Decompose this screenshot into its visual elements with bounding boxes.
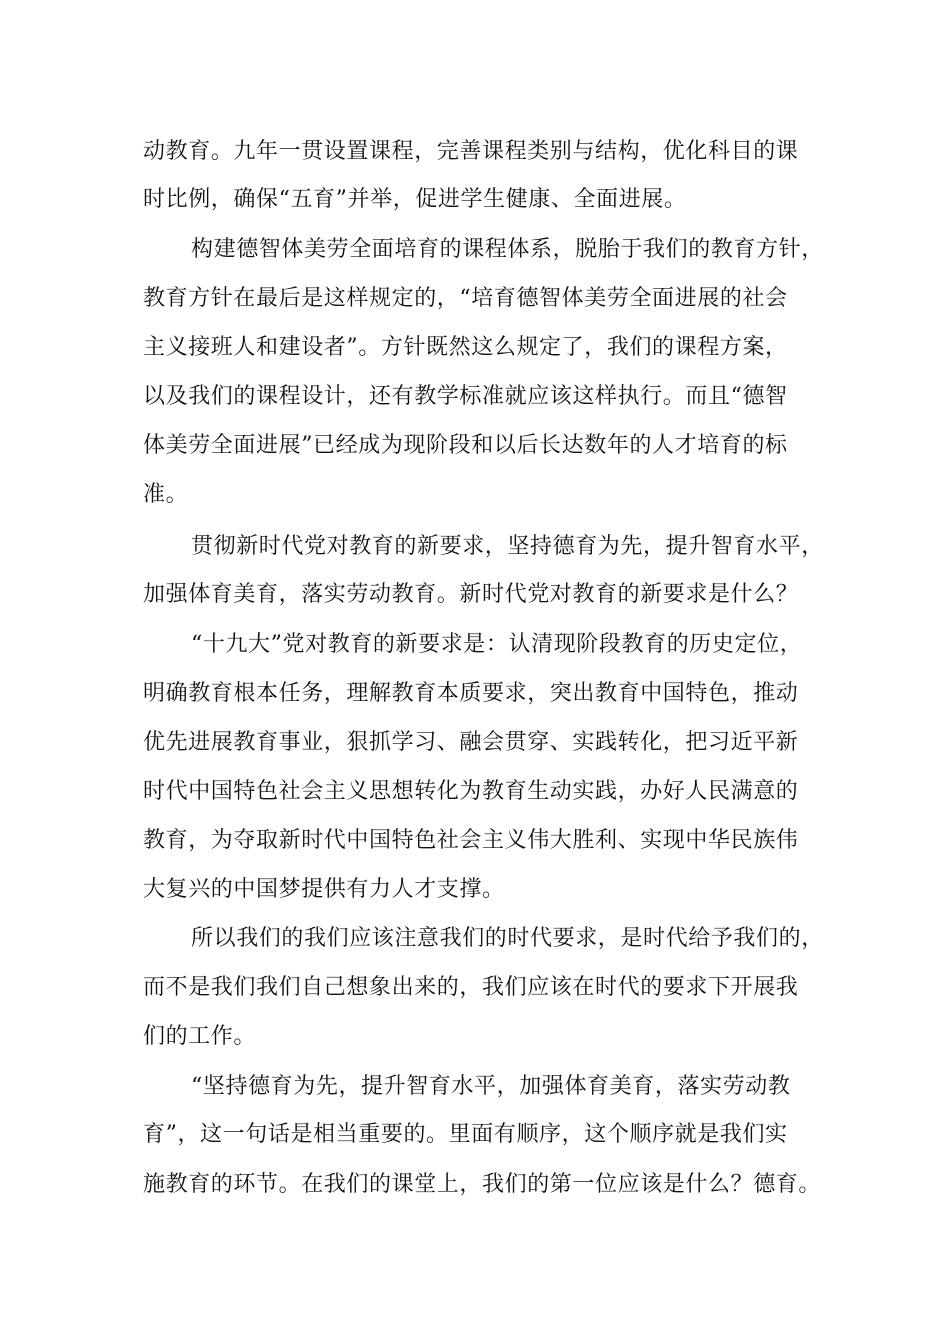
text-line: 们的工作。 <box>143 1024 257 1049</box>
text-line: 教育，为夺取新时代中国特色社会主义伟大胜利、实现中华民族伟 <box>143 828 799 853</box>
text-line: 时比例，确保“五育”并举，促进学生健康、全面进展。 <box>143 187 687 212</box>
text-line: 动教育。九年一贯设置课程，完善课程类别与结构，优化科目的课 <box>143 139 799 164</box>
paragraph-start-line: “十九大”党对教育的新要求是：认清现阶段教育的历史定位， <box>191 632 803 657</box>
text-line: 大复兴的中国梦提供有力人才支撑。 <box>143 877 505 902</box>
text-line: 准。 <box>143 482 189 507</box>
text-line: 优先进展教育事业，狠抓学习、融会贯穿、实践转化，把习近平新 <box>143 730 799 755</box>
text-line: 加强体育美育，落实劳动教育。新时代党对教育的新要求是什么？ <box>143 582 799 607</box>
text-line: 以及我们的课程设计，还有教学标准就应该这样执行。而且“德智 <box>143 384 788 409</box>
paragraph-start-line: 贯彻新时代党对教育的新要求，坚持德育为先，提升智育水平， <box>191 534 824 559</box>
text-line: 时代中国特色社会主义思想转化为教育生动实践，办好人民满意的 <box>143 779 799 804</box>
text-line: 而不是我们我们自己想象出来的，我们应该在时代的要求下开展我 <box>143 975 799 1000</box>
paragraph-start-line: 所以我们的我们应该注意我们的时代要求，是时代给予我们的， <box>191 926 824 951</box>
text-line: 明确教育根本任务，理解教育本质要求，突出教育中国特色，推动 <box>143 681 799 706</box>
text-line: 体美劳全面进展”已经成为现阶段和以后长达数年的人才培育的标 <box>143 433 788 458</box>
text-line: 施教育的环节。在我们的课堂上，我们的第一位应该是什么？德育。 <box>143 1172 822 1197</box>
text-line: 育”，这一句话是相当重要的。里面有顺序，这个顺序就是我们实 <box>143 1122 788 1147</box>
text-line: 教育方针在最后是这样规定的，“培育德智体美劳全面进展的社会 <box>143 286 788 311</box>
paragraph-start-line: “坚持德育为先，提升智育水平，加强体育美育，落实劳动教 <box>191 1074 791 1099</box>
text-line: 主义接班人和建设者”。方针既然这么规定了，我们的课程方案， <box>143 335 788 360</box>
paragraph-start-line: 构建德智体美劳全面培育的课程体系，脱胎于我们的教育方针， <box>191 237 824 262</box>
